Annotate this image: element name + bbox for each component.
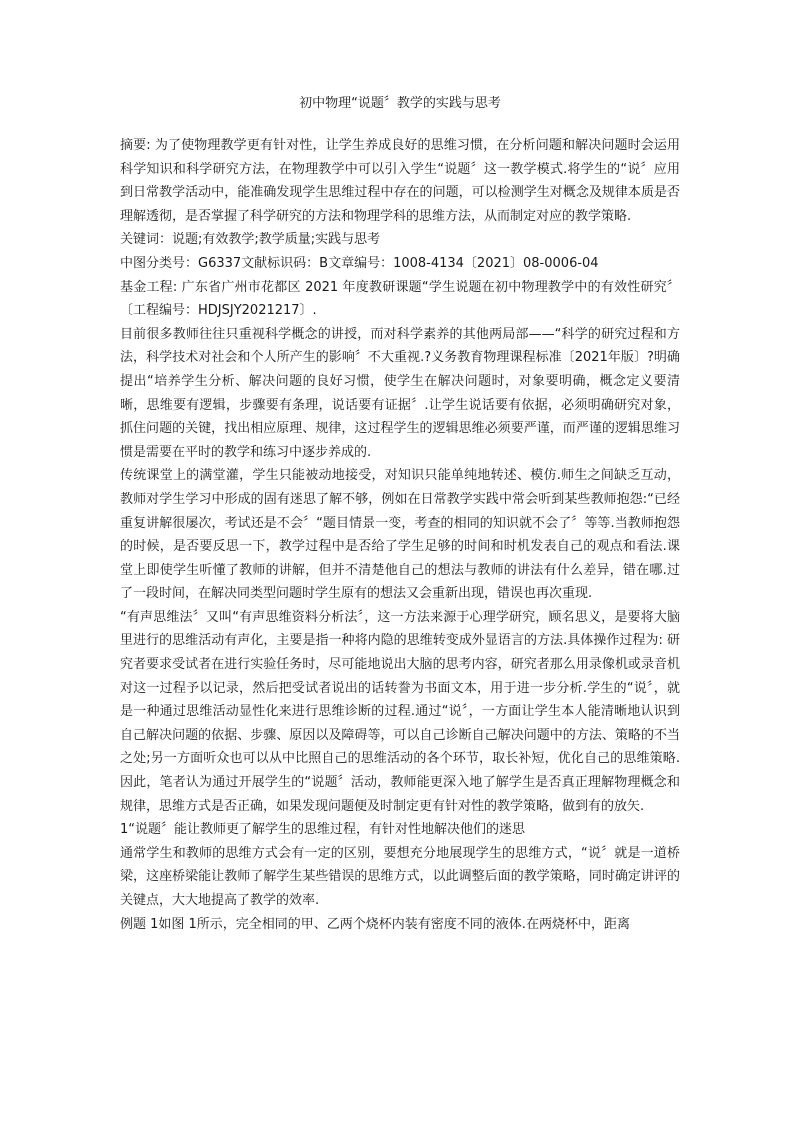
document-page (120, 94, 680, 936)
fund-line: 基金工程: 广东省广州市花都区 2021 年度教研课题“学生说题在初中物理教学中的有效性研究〞〔工程编号：HDJSJY2021217〕. (120, 279, 680, 319)
document-title: 初中物理“说题〞教学的实践与思考 (299, 96, 501, 111)
classification-line: 中图分类号：G6337文献标识码：B文章编号：1008-4134〔2021〕08-0006-04 (120, 255, 599, 271)
abstract-paragraph: 摘要: 为了使物理教学更有针对性，让学生养成良好的思维习惯，在分析问题和解决问题时会运用科学知识和科学研究方法，在物理教学中可以引入学生“说题〞这一教学模式.将学生的“说〞应用到日常教学活动中，能准确发现学生思维过程中存在的问题，可以检测学生对概念及规律本质是否理解透彻，是否掌握了科学研究的方法和物理学科的思维方法，从而制定对应的教学策略. (120, 138, 680, 224)
body-paragraph: 通常学生和教师的思维方式会有一定的区别，要想充分地展现学生的思维方式，“说〞就是一道桥梁，这座桥梁能让教师了解学生某些错误的思维方式，以此调整后面的教学策略，同时确定讲评的关键点，大大地提高了教学的效率. (120, 845, 680, 908)
body-paragraph: “有声思维法〞又叫“有声思维资料分析法〞，这一方法来源于心理学研究，顾名思义，是要将大脑里进行的思维活动有声化，主要是指一种将内隐的思维转变成外显语言的方法.具体操作过程为: 研究者要求受试者在进行实验任务时，尽可能地说出大脑的思考内容，研究者那么用录像机或录音机对这一过程予以记录，然后把受试者说出的话转誊为书面文本，用于进一步分析.学生的“说〞，就是一种通过思维活动显性化来进行思维诊断的过程.通过“说〞，一方面让学生本人能清晰地认识到自己解决问题的依据、步骤、原因以及障碍等，可以自己诊断自己解决问题中的方法、策略的不当之处;另一方面听众也可以从中比照自己的思维活动的各个环节，取长补短，优化自己的思维策略.因此，笔者认为通过开展学生的“说题〞活动，教师能更深入地了解学生是否真正理解物理概念和规律，思维方式是否正确，如果发现问题便及时制定更有针对性的教学策略，做到有的放矢. (120, 609, 680, 814)
section-heading: 1“说题〞能让教师更了解学生的思维过程，有针对性地解决他们的迷思 (120, 822, 526, 838)
body-paragraph: 目前很多教师往往只重视科学概念的讲授，而对科学素养的其他两局部——“科学的研究过程和方法，科学技术对社会和个人所产生的影响〞不大重视.?义务教育物理课程标准〔2021年版〕?明确提出“培养学生分析、解决问题的良好习惯，使学生在解决问题时，对象要明确，概念定义要清晰，思维要有逻辑，步骤要有条理，说话要有证据〞.让学生说话要有依据，必须明确研究对象，抓住问题的关键，找出相应原理、规律，这过程学生的逻辑思维必须要严谨，而严谨的逻辑思维习惯是需要在平时的教学和练习中逐步养成的. (120, 326, 680, 460)
keywords-line: 关键词：说题;有效教学;教学质量;实践与思考 (120, 232, 381, 248)
body-paragraph: 传统课堂上的满堂灌，学生只能被动地接受，对知识只能单纯地转述、模仿.师生之间缺乏互动，教师对学生学习中形成的固有迷思了解不够，例如在日常教学实践中常会听到某些教师抱怨:“已经重复讲解很屡次，考试还是不会〞“题目情景一变，考查的相同的知识就不会了〞等等.当教师抱怨的时候，是否要反思一下，教学过程中是否给了学生足够的时间和时机发表自己的观点和看法.课堂上即使学生听懂了教师的讲解，但并不清楚他自己的想法与教师的讲法有什么差异，错在哪.过了一段时间，在解决同类型问题时学生原有的想法又会重新出现，错误也再次重现. (120, 468, 680, 602)
body-paragraph: 例题 1如图 1所示，完全相同的甲、乙两个烧杯内装有密度不同的液体.在两烧杯中，距离 (120, 916, 630, 932)
